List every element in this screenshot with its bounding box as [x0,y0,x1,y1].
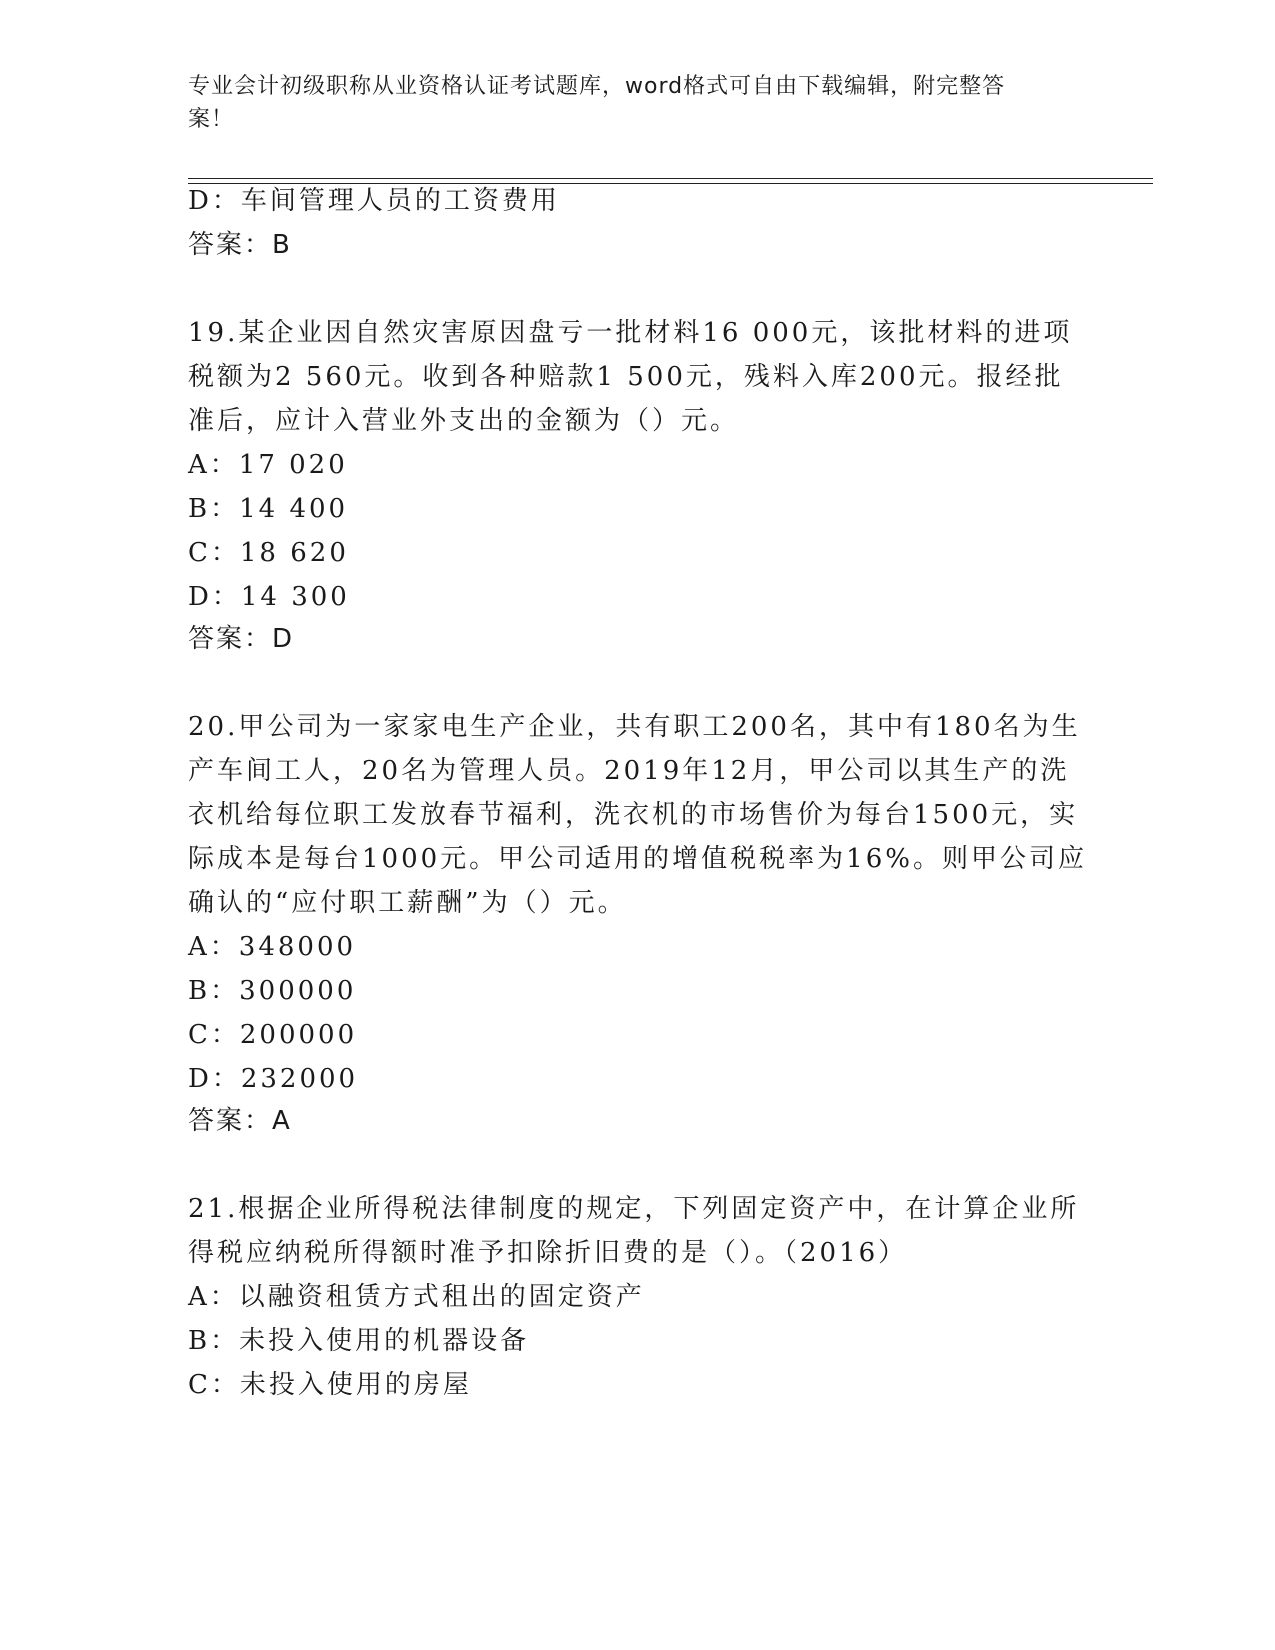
q19-option-c: C：18 620 [188,538,349,568]
q21-stem-line-1: 21.根据企业所得税法律制度的规定，下列固定资产中，在计算企业所 [188,1194,1080,1224]
q19-stem-line-1: 19.某企业因自然灾害原因盘亏一批材料16 000元，该批材料的进项 [188,318,1073,348]
q20-option-b: B：300000 [188,976,357,1006]
header-divider-top [188,178,1153,179]
q21-option-c: C：未投入使用的房屋 [188,1370,472,1400]
header-line-2: 案！ [188,107,235,132]
q19-answer: 答案：D [188,624,295,654]
q20-option-d: D：232000 [188,1064,359,1094]
q20-answer: 答案：A [188,1106,292,1136]
q20-stem-line-2: 产车间工人，20名为管理人员。2019年12月，甲公司以其生产的洗 [188,756,1070,786]
q20-stem-line-4: 际成本是每台1000元。甲公司适用的增值税税率为16%。则甲公司应 [188,844,1087,874]
q19-option-d: D：14 300 [188,582,350,612]
q19-option-b: B：14 400 [188,494,349,524]
q19-stem-line-3: 准后，应计入营业外支出的金额为（）元。 [188,406,740,436]
q19-stem-line-2: 税额为2 560元。收到各种赔款1 500元，残料入库200元。报经批 [188,362,1064,392]
q20-stem-line-1: 20.甲公司为一家家电生产企业，共有职工200名，其中有180名为生 [188,712,1081,742]
page-header [188,70,1068,136]
q21-option-b: B：未投入使用的机器设备 [188,1326,530,1356]
q20-stem-line-5: 确认的“应付职工薪酬”为（）元。 [188,888,627,918]
prev-option-d: D：车间管理人员的工资费用 [188,186,560,216]
header-line-1: 专业会计初级职称从业资格认证考试题库，word格式可自由下载编辑，附完整答 [188,74,1006,99]
prev-answer: 答案：B [188,230,292,260]
q20-option-a: A：348000 [188,932,357,962]
q19-option-a: A：17 020 [188,450,348,480]
q20-option-c: C：200000 [188,1020,358,1050]
q21-stem-line-2: 得税应纳税所得额时准予扣除折旧费的是（）。（2016） [188,1238,908,1268]
q21-option-a: A：以融资租赁方式租出的固定资产 [188,1282,645,1312]
q20-stem-line-3: 衣机给每位职工发放春节福利，洗衣机的市场售价为每台1500元，实 [188,800,1079,830]
